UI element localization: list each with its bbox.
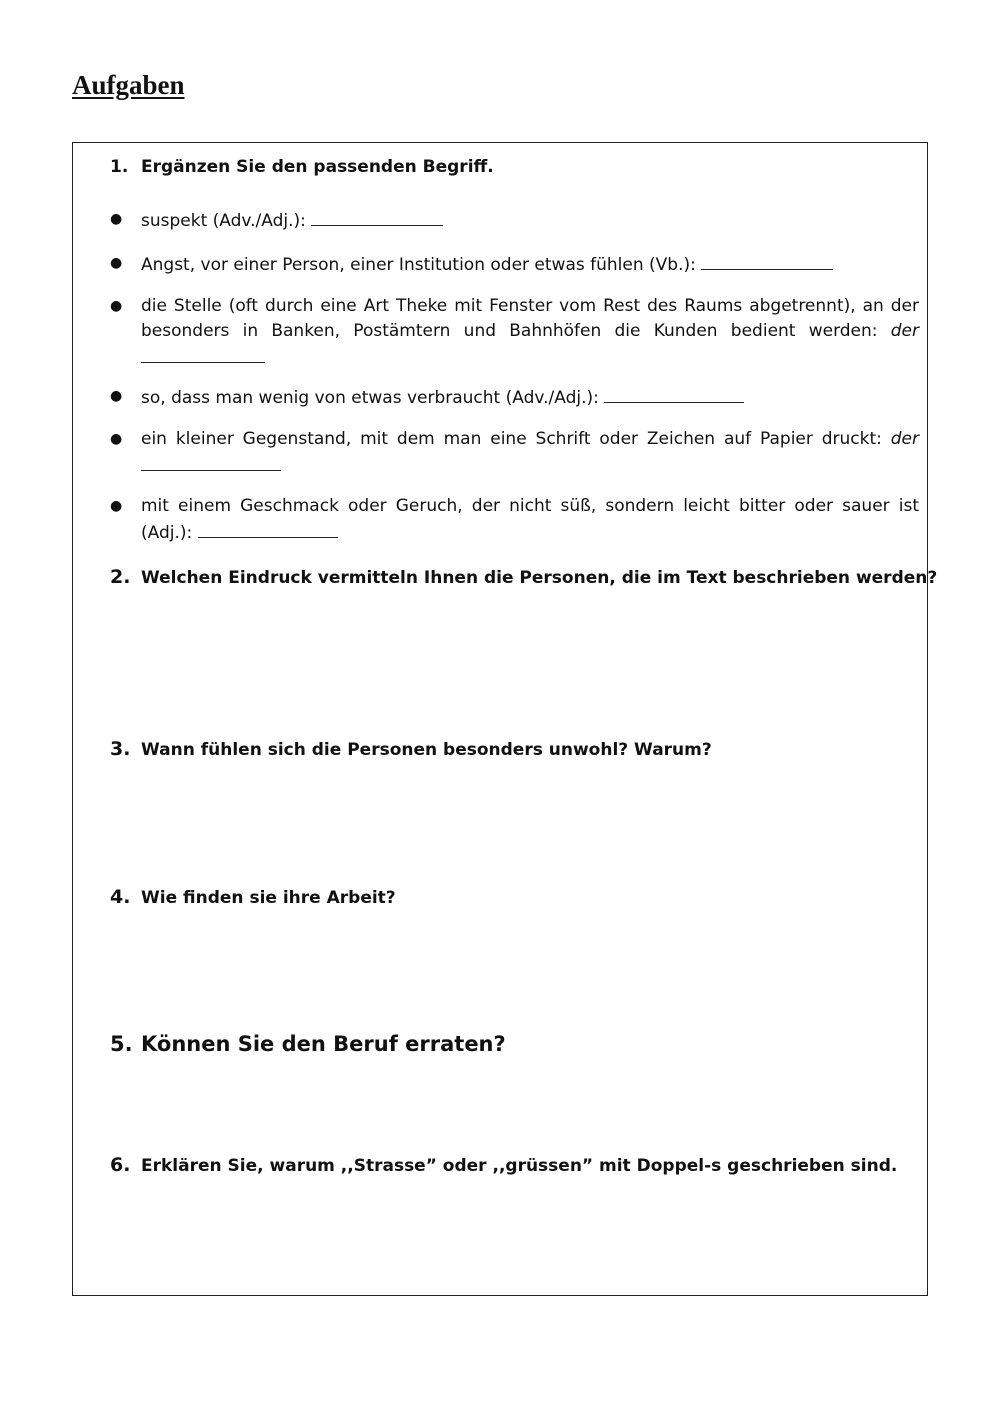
list-item xyxy=(110,494,920,546)
page-title: Aufgaben xyxy=(72,70,185,100)
item-5-article: der xyxy=(890,429,919,449)
question-2 xyxy=(110,566,938,589)
question-4-text: Wie finden sie ihre Arbeit? xyxy=(141,888,396,908)
question-2-text: Welchen Eindruck vermitteln Ihnen die Personen, die im Text beschrieben werden? xyxy=(141,568,938,588)
question-4 xyxy=(110,886,910,909)
list-item xyxy=(110,207,920,234)
item-3-article: der xyxy=(890,321,919,341)
question-6-number: 6. xyxy=(110,1154,131,1176)
task-box xyxy=(72,142,938,1296)
answer-blank-2[interactable] xyxy=(701,251,833,270)
item-5-text: ein kleiner Gegenstand, mit dem man eine Schrift oder Zeichen auf Papier druckt: xyxy=(141,429,891,449)
question-3-text: Wann fühlen sich die Personen besonders unwohl? Warum? xyxy=(141,740,712,760)
answer-blank-1[interactable] xyxy=(311,207,443,226)
question-1 xyxy=(110,156,910,178)
list-item xyxy=(110,384,920,411)
bullet-icon: ● xyxy=(110,211,123,227)
answer-blank-6[interactable] xyxy=(198,519,338,538)
item-4-text: so, dass man wenig von etwas verbraucht (Adv./Adj.): xyxy=(141,388,605,408)
answer-blank-5[interactable] xyxy=(141,452,281,471)
bullet-icon: ● xyxy=(110,431,123,447)
answer-blank-4[interactable] xyxy=(604,384,744,403)
bullet-icon: ● xyxy=(110,298,123,314)
list-item xyxy=(110,427,920,479)
question-1-text: Ergänzen Sie den passenden Begriff. xyxy=(141,157,494,177)
question-6-text: Erklären Sie, warum ,,Strasse” oder ,,grüssen” mit Doppel-s geschrieben sind. xyxy=(141,1156,898,1176)
answer-blank-3[interactable] xyxy=(141,344,265,363)
list-item xyxy=(110,294,920,371)
bullet-icon: ● xyxy=(110,255,123,271)
question-3 xyxy=(110,738,910,761)
question-5-text: Können Sie den Beruf erraten? xyxy=(141,1032,506,1056)
question-5-number: 5. xyxy=(110,1032,133,1056)
item-1-text: suspekt (Adv./Adj.): xyxy=(141,211,312,231)
item-6-text: mit einem Geschmack oder Geruch, der nicht süß, sondern leicht bitter oder sauer ist (Adj.): xyxy=(141,496,919,543)
bullet-icon: ● xyxy=(110,498,123,514)
item-3-text: die Stelle (oft durch eine Art Theke mit Fenster vom Rest des Raums abgetrennt), an der besonders in Banken, Postämtern und Bahnhöfen die Kunden bedient werden: xyxy=(141,296,919,341)
question-3-number: 3. xyxy=(110,738,131,760)
question-4-number: 4. xyxy=(110,886,131,908)
bullet-icon: ● xyxy=(110,388,123,404)
item-2-text: Angst, vor einer Person, einer Institution oder etwas fühlen (Vb.): xyxy=(141,255,702,275)
question-6 xyxy=(110,1154,910,1177)
question-2-number: 2. xyxy=(110,566,131,588)
question-1-number: 1. xyxy=(110,157,129,177)
question-5 xyxy=(110,1033,910,1055)
list-item xyxy=(110,251,920,278)
